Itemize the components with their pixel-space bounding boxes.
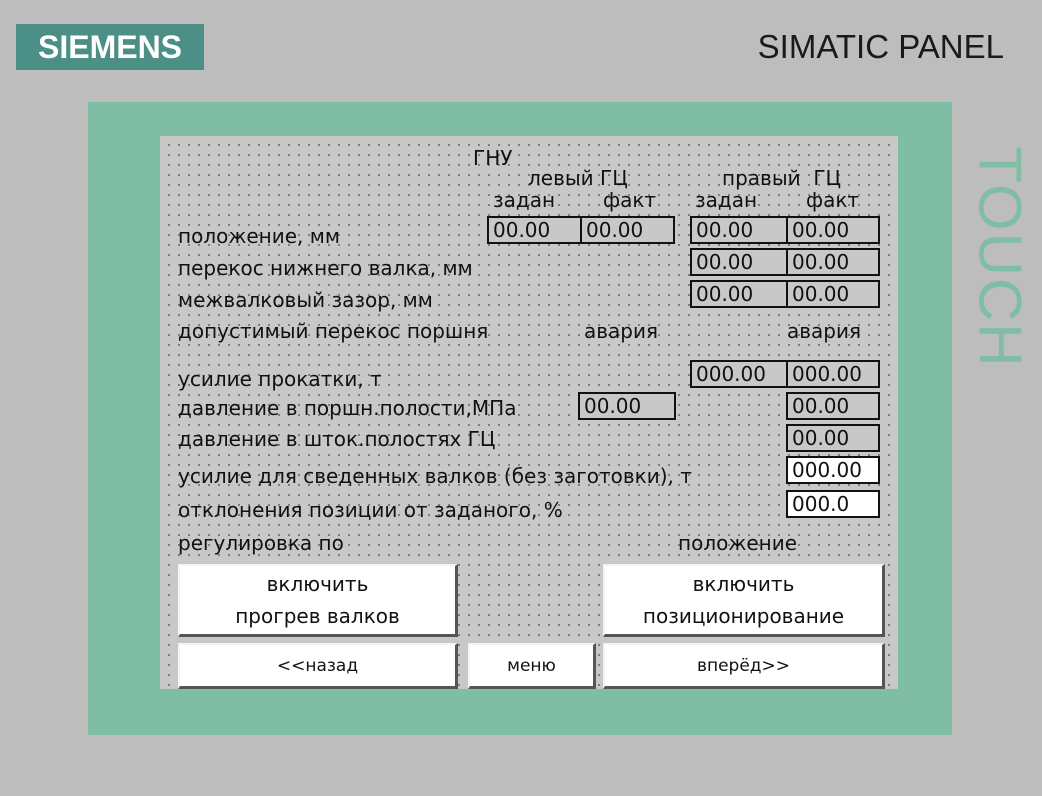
touch-label [962, 122, 1038, 392]
roll-skew-actual-field: 00.00 [786, 248, 880, 276]
left-cylinder-header: левый ГЦ [528, 166, 628, 190]
rolling-force-set-field[interactable]: 000.00 [690, 360, 788, 388]
forward-button[interactable]: вперёд>> [603, 643, 885, 689]
roll-gap-set-field[interactable]: 00.00 [690, 280, 788, 308]
piston-pressure-label: давление в поршн.полости,МПа [178, 396, 517, 420]
position-deviation-label: отклонения позиции от заданого, % [178, 498, 563, 522]
hmi-screen [160, 136, 898, 689]
left-position-actual-field: 00.00 [580, 216, 675, 244]
right-cylinder-header: правый ГЦ [722, 166, 842, 190]
left-actual-column-header: факт [603, 188, 657, 212]
right-actual-column-header: факт [806, 188, 860, 212]
right-position-actual-field: 00.00 [786, 216, 880, 244]
screen-title: ГНУ [473, 146, 513, 170]
right-piston-alarm: авария [787, 319, 862, 343]
roll-heating-button-line2: прогрев валков [235, 604, 400, 628]
roll-skew-set-field[interactable]: 00.00 [690, 248, 788, 276]
position-deviation-input[interactable]: 000.0 [786, 490, 880, 518]
positioning-button[interactable] [603, 564, 885, 637]
left-position-set-field[interactable]: 00.00 [487, 216, 582, 244]
touch-label-text: TOUCH [966, 145, 1034, 369]
roll-gap-label: межвалковый зазор, мм [178, 288, 433, 312]
back-button[interactable]: <<назад [178, 643, 458, 689]
roll-heating-button-line1: включить [266, 572, 369, 596]
regulation-mode-value[interactable]: положение [678, 531, 798, 555]
position-label: положение, мм [178, 224, 340, 248]
left-set-column-header: задан [493, 188, 556, 212]
panel-model-label: SIMATIC PANEL [757, 28, 1004, 65]
rod-pressure-field: 00.00 [786, 424, 880, 452]
positioning-button-line1: включить [692, 572, 795, 596]
left-piston-alarm: авария [584, 319, 659, 343]
roll-skew-label: перекос нижнего валка, мм [178, 256, 473, 280]
closed-rolls-force-input[interactable]: 000.00 [786, 456, 880, 484]
piston-skew-label: допустимый перекос поршня [178, 319, 489, 343]
menu-button[interactable]: меню [468, 643, 596, 689]
rod-pressure-label: давление в шток.полостях ГЦ [178, 427, 496, 451]
left-piston-pressure-field: 00.00 [578, 392, 676, 420]
roll-gap-actual-field: 00.00 [786, 280, 880, 308]
right-position-set-field[interactable]: 00.00 [690, 216, 788, 244]
right-piston-pressure-field: 00.00 [786, 392, 880, 420]
roll-heating-button[interactable] [178, 564, 458, 637]
regulation-label: регулировка по [178, 531, 344, 555]
rolling-force-actual-field: 000.00 [786, 360, 880, 388]
right-set-column-header: задан [695, 188, 758, 212]
siemens-logo: SIEMENS [16, 24, 204, 70]
positioning-button-line2: позиционирование [642, 604, 845, 628]
closed-rolls-force-label: усилие для сведенных валков (без заготовки), т [178, 464, 692, 488]
rolling-force-label: усилие прокатки, т [178, 367, 382, 391]
